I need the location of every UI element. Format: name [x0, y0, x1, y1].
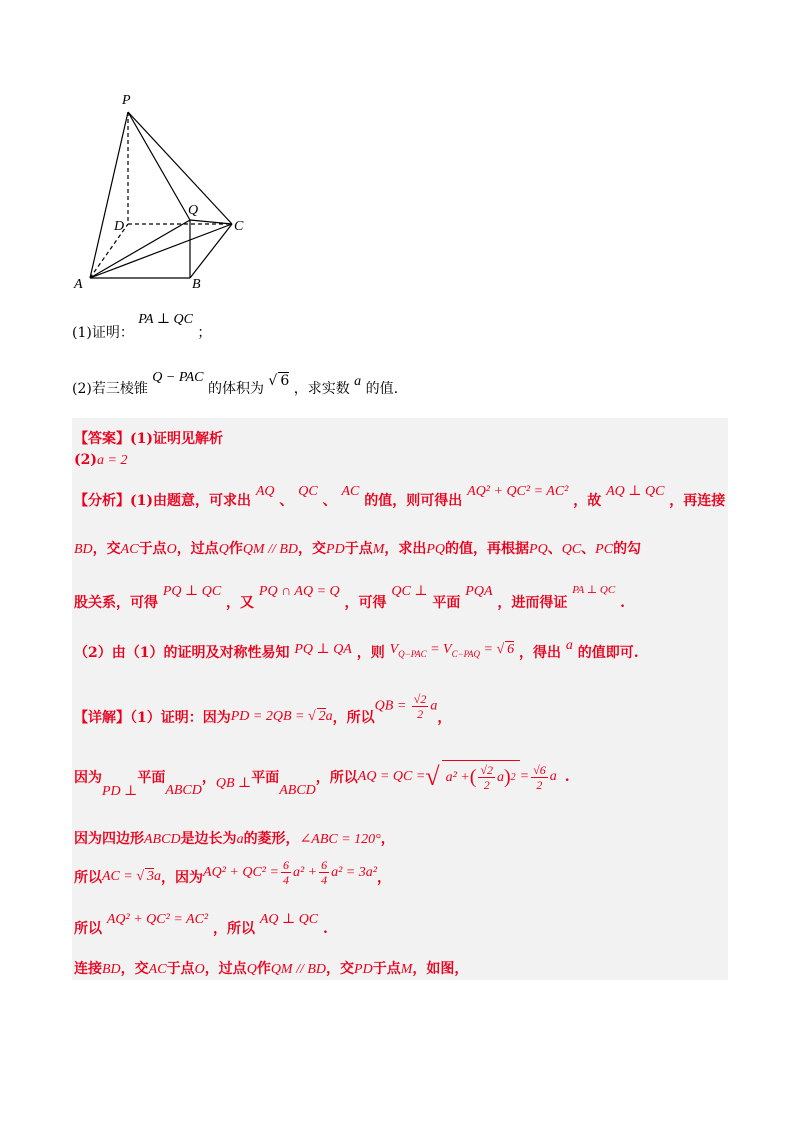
detail-line-4: 所以 AC = √ 3a ，因为 AQ² + QC² = $\frac{6}{4}$ a² + $\frac{6}{4}$ a² = 3a² ，	[74, 858, 391, 887]
label-d: D	[114, 219, 125, 234]
edge-pq	[128, 112, 190, 220]
edge-pa	[90, 112, 128, 278]
detail-line-2: 因为 PD ⊥ 平面 ABCD ， QB ⊥ 平面 ABCD ，所以 AQ = QC = √ a² + ( $\frac{√2}{2}$ a ) 2 = $\frac{√6}{2}$ a .	[74, 762, 570, 799]
label-b: B	[192, 277, 201, 292]
edge-pc	[128, 112, 232, 224]
pyramid-figure	[70, 90, 260, 300]
label-c: C	[234, 219, 244, 234]
edge-qc	[190, 220, 232, 224]
analysis-line-4: （2）由（1）的证明及对称性易知 PQ ⊥ QA ，则 $V_{Q-PAC} = V_{C-PAQ}$ = √ 6 ，得出 a 的值即可.	[74, 638, 639, 661]
answer-part2: (2)a = 2	[74, 452, 128, 468]
detail-line-3: 因为四边形ABCD是边长为a的菱形，∠ABC = 120°，	[74, 831, 395, 847]
detail-line-1: 【详解】（1）证明：因为 PD = 2QB = √ 2a ，所以 QB = $\frac{√2}{2}$ a ，	[74, 692, 452, 726]
edge-aq	[90, 220, 190, 278]
detail-line-6: 连接BD，交AC于点O，过点Q作QM // BD，交PD于点M，如图，	[74, 961, 469, 977]
label-p: P	[122, 93, 131, 108]
analysis-line-1: 【分析】(1)由题意，可求出 AQ 、 QC 、 AC 的值，则可得出 AQ² + QC² = AC² ，故 AQ ⊥ QC ，再连接	[74, 484, 726, 509]
detail-line-5: 所以 AQ² + QC² = AC² ，所以 AQ ⊥ QC .	[74, 912, 328, 937]
analysis-line-2: BD，交AC于点O，过点Q作QM // BD，交PD于点M，求出PQ的值，再根据PQ、QC、PC的勾	[74, 541, 642, 557]
label-q: Q	[188, 203, 199, 218]
analysis-line-3: 股关系，可得 PQ ⊥ QC ，又 PQ ∩ AQ = Q ，可得 QC ⊥ 平面 PQA ，进而得证 $^{PA \perp QC}$ .	[74, 584, 625, 611]
answer-header: 【答案】(1)证明见解析	[74, 431, 223, 447]
question-part2: (2)若三棱锥 Q − PAC 的体积为 √ 6 ，求实数 a 的值.	[72, 370, 399, 397]
question-part1: (1)证明： PA ⊥ QC ；	[72, 312, 212, 341]
label-a: A	[74, 277, 83, 292]
